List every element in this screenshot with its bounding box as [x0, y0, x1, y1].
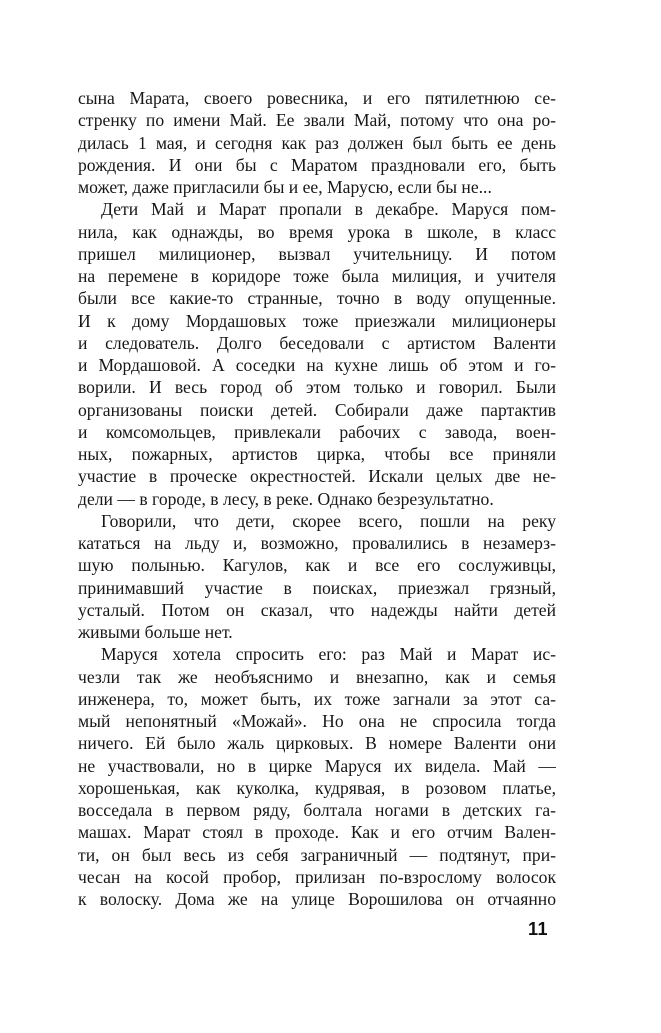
- text-line: и Мордашовой. А соседки на кухне лишь об этом и го-: [78, 355, 556, 375]
- text-line: дилась 1 мая, и сегодня как раз должен был быть ее день: [78, 132, 556, 153]
- page-number: 11: [528, 919, 549, 939]
- text-line: мый непонятный «Можай». Но она не спросила тогда: [78, 711, 556, 731]
- text-line: инженера, то, может быть, их тоже загнали за этот са-: [78, 688, 556, 709]
- text-line: участие в проческе окрестностей. Искали целых две не-: [78, 466, 556, 487]
- text-line: ных, пожарных, артистов цирка, чтобы все приняли: [78, 444, 556, 464]
- text-block: [78, 87, 556, 910]
- text-line: стренку по имени Май. Ее звали Май, потому что она ро-: [78, 110, 556, 131]
- text-line: Дети Май и Марат пропали в декабре. Маруся пом-: [101, 199, 556, 220]
- text-line: ти, он был весь из себя заграничный — подтянут, при-: [78, 844, 556, 865]
- text-line: живыми больше нет.: [78, 622, 233, 642]
- text-line: нила, как однажды, во время урока в школе, в класс: [78, 221, 556, 242]
- text-line: чесан на косой пробор, прилизан по-взрослому волосок: [78, 866, 556, 887]
- text-line: Маруся хотела спросить его: раз Май и Марат ис-: [101, 644, 556, 665]
- text-line: к волоску. Дома же на улице Ворошилова он отчаянно: [78, 889, 556, 909]
- text-line: усталый. Потом он сказал, что надежды найти детей: [78, 599, 556, 620]
- text-line: кататься на льду и, возможно, провалились в незамерз-: [78, 533, 556, 553]
- text-line: хорошенькая, как куколка, кудрявая, в розовом платье,: [78, 777, 556, 798]
- text-line: были все какие-то странные, точно в воду опущенные.: [78, 288, 556, 309]
- text-line: И к дому Мордашовых тоже приезжали милиционеры: [78, 310, 556, 331]
- text-line: принимавший участие в поисках, приезжал грязный,: [78, 577, 556, 598]
- text-line: ничего. Ей было жаль цирковых. В номере Валенти они: [78, 733, 556, 754]
- text-line: и комсомольцев, привлекали рабочих с завода, воен-: [78, 421, 556, 442]
- text-line: организованы поиски детей. Собирали даже партактив: [78, 399, 556, 420]
- text-line: на перемене в коридоре тоже была милиция, и учителя: [78, 266, 556, 286]
- text-line: и следователь. Долго беседовали с артистом Валенти: [78, 332, 556, 353]
- text-line: чезли так же необъяснимо и внезапно, как и семья: [78, 666, 556, 687]
- text-line: не участвовали, но в цирке Маруся их видела. Май —: [78, 755, 556, 776]
- text-line: Говорили, что дети, скорее всего, пошли на реку: [101, 510, 556, 531]
- text-line: восседала в первом ряду, болтала ногами в детских га-: [78, 800, 556, 820]
- text-line: шую полынью. Кагулов, как и все его сослуживцы,: [78, 555, 556, 576]
- text-line: может, даже пригласили бы и ее, Марусю, если бы не...: [78, 177, 492, 197]
- text-line: рождения. И они бы с Маратом праздновали его, быть: [78, 154, 556, 175]
- text-line: дели — в городе, в лесу, в реке. Однако безрезультатно.: [78, 488, 494, 509]
- text-line: машах. Марат стоял в проходе. Как и его отчим Вален-: [78, 822, 556, 843]
- text-line: сына Марата, своего ровесника, и его пятилетнюю се-: [78, 88, 556, 108]
- text-line: ворили. И весь город об этом только и говорил. Были: [78, 377, 556, 398]
- text-line: пришел милиционер, вызвал учительницу. И потом: [78, 243, 556, 264]
